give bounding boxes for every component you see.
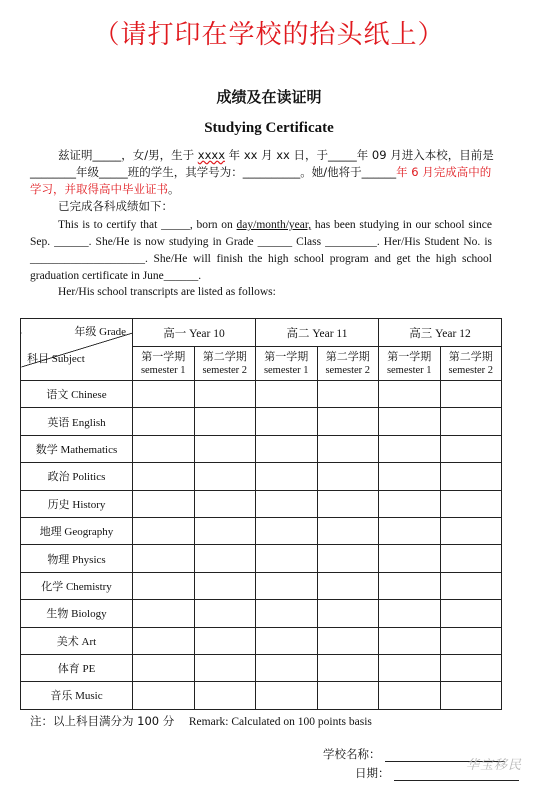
- grade-cell: [133, 435, 195, 462]
- grade-cell: [379, 682, 441, 709]
- grade-cell: [317, 600, 379, 627]
- corner-subject-label: 科目 Subject: [27, 353, 85, 365]
- grade-cell: [379, 545, 441, 572]
- grade-cell: [379, 435, 441, 462]
- grade-cell: [256, 545, 318, 572]
- subject-label: 音乐 Music: [21, 682, 133, 709]
- semester-en: semester 1: [263, 364, 309, 376]
- grade-cell: [317, 517, 379, 544]
- grade-cell: [256, 381, 318, 408]
- grade-cell: [194, 517, 256, 544]
- grade-cell: [440, 545, 502, 572]
- grade-cell: [133, 600, 195, 627]
- cn-text-2: 年 xx 月 xx 日，于_____年 09 月进入本校，目前是________年级_____班的学生，其学号为：__________。她/他将于______: [30, 148, 494, 179]
- en-text-2: has been studying in our school since Sep. ______. She/He is now studying in Grade ______ Class _________. Her/His Student No. is ____________________. She/He will finish the high school program and get the high school graduation certificate in June______.: [30, 219, 492, 282]
- subject-label: 地理 Geography: [21, 517, 133, 544]
- grade-cell: [194, 572, 256, 599]
- grade-cell: [256, 654, 318, 681]
- semester-header: [379, 347, 441, 381]
- grade-cell: [379, 408, 441, 435]
- page-title-en: Studying Certificate: [204, 120, 334, 136]
- subject-rows: [21, 381, 502, 710]
- grade-cell: [317, 654, 379, 681]
- grade-cell: [379, 490, 441, 517]
- grade-cell: [379, 572, 441, 599]
- remark-cn: 注：以上科目满分为 100 分: [30, 714, 175, 728]
- grade-cell: [440, 682, 502, 709]
- grade-cell: [379, 381, 441, 408]
- watermark: 华宝移民: [466, 758, 523, 773]
- grade-cell: [440, 408, 502, 435]
- grade-cell: [379, 517, 441, 544]
- grade-cell: [194, 654, 256, 681]
- semester-header: [194, 347, 256, 381]
- grade-cell: [133, 682, 195, 709]
- grade-cell: [317, 435, 379, 462]
- grade-cell: [194, 490, 256, 517]
- semester-en: semester 1: [386, 364, 432, 376]
- grade-cell: [440, 517, 502, 544]
- grade-cell: [133, 463, 195, 490]
- grade-cell: [440, 381, 502, 408]
- grade-cell: [194, 627, 256, 654]
- table-row: [21, 490, 502, 517]
- semester-en: semester 2: [202, 364, 248, 376]
- grade-cell: [379, 627, 441, 654]
- grade-cell: [317, 572, 379, 599]
- grade-cell: [317, 627, 379, 654]
- grade-cell: [440, 654, 502, 681]
- grade-cell: [379, 600, 441, 627]
- print-on-letterhead-notice: （请打印在学校的抬头纸上）: [93, 20, 445, 50]
- semester-header: [133, 347, 195, 381]
- subject-label: 化学 Chemistry: [21, 572, 133, 599]
- subject-label: 政治 Politics: [21, 463, 133, 490]
- table-row: [21, 545, 502, 572]
- school-name-label: 学校名称：: [323, 747, 381, 761]
- grade-cell: [317, 682, 379, 709]
- year-header: 高一 Year 10: [133, 319, 256, 347]
- grade-cell: [379, 463, 441, 490]
- semester-cn: 第一学期: [387, 349, 432, 363]
- transcript-intro-cn: 已完成各科成绩如下：: [58, 199, 173, 213]
- grade-cell: [256, 627, 318, 654]
- grade-cell: [194, 435, 256, 462]
- grade-cell: [440, 463, 502, 490]
- table-row: [21, 517, 502, 544]
- table-row: [21, 435, 502, 462]
- grade-cell: [256, 600, 318, 627]
- subject-label: 美术 Art: [21, 627, 133, 654]
- grade-cell: [194, 600, 256, 627]
- remark-note: [30, 713, 372, 729]
- semester-cn: 第二学期: [202, 349, 247, 363]
- grade-cell: [440, 572, 502, 599]
- transcript-intro-en: Her/His school transcripts are listed as follows:: [58, 286, 276, 298]
- grade-cell: [194, 545, 256, 572]
- grade-cell: [440, 435, 502, 462]
- grade-cell: [133, 627, 195, 654]
- year-header: 高三 Year 12: [379, 319, 502, 347]
- grade-cell: [317, 490, 379, 517]
- grade-cell: [317, 381, 379, 408]
- corner-grade-label: 年级 Grade: [74, 326, 126, 338]
- semester-header: [317, 347, 379, 381]
- semester-cn: 第一学期: [141, 349, 186, 363]
- grade-cell: [317, 408, 379, 435]
- en-birth-date: day/month/year,: [236, 219, 312, 231]
- en-text-1: This is to certify that _____, born on: [58, 219, 237, 231]
- grade-cell: [256, 572, 318, 599]
- page-title-cn: 成绩及在读证明: [216, 88, 322, 106]
- grade-cell: [256, 408, 318, 435]
- grade-cell: [133, 408, 195, 435]
- grade-cell: [133, 545, 195, 572]
- semester-header: [256, 347, 318, 381]
- remark-en: Remark: Calculated on 100 points basis: [188, 716, 372, 728]
- grade-cell: [194, 463, 256, 490]
- grade-cell: [133, 572, 195, 599]
- grade-cell: [440, 490, 502, 517]
- semester-en: semester 2: [448, 364, 494, 376]
- grade-cell: [133, 490, 195, 517]
- subject-label: 生物 Biology: [21, 600, 133, 627]
- subject-label: 语文 Chinese: [21, 381, 133, 408]
- grade-cell: [133, 654, 195, 681]
- cn-text-1: 兹证明_____，女/男，生于: [58, 148, 198, 162]
- table-row: [21, 572, 502, 599]
- transcript-table: [20, 318, 502, 710]
- certificate-paragraph-en: [30, 217, 492, 285]
- grade-cell: [379, 654, 441, 681]
- cn-birth-year: xxxx: [197, 148, 226, 162]
- semester-cn: 第一学期: [264, 349, 309, 363]
- table-corner-cell: [21, 319, 133, 381]
- subject-label: 英语 English: [21, 408, 133, 435]
- certificate-paragraph-cn: [30, 147, 496, 198]
- subject-label: 历史 History: [21, 490, 133, 517]
- grade-cell: [133, 381, 195, 408]
- semester-en: semester 2: [325, 364, 371, 376]
- semester-header: [440, 347, 502, 381]
- grade-cell: [440, 600, 502, 627]
- semester-en: semester 1: [140, 364, 186, 376]
- subject-label: 数学 Mathematics: [21, 435, 133, 462]
- grade-cell: [194, 381, 256, 408]
- table-row: [21, 408, 502, 435]
- cn-text-3: 。: [168, 182, 180, 196]
- date-label: 日期：: [355, 766, 390, 780]
- subject-label: 体育 PE: [21, 654, 133, 681]
- grade-cell: [440, 627, 502, 654]
- subject-label: 物理 Physics: [21, 545, 133, 572]
- table-row: [21, 627, 502, 654]
- grade-cell: [194, 408, 256, 435]
- semester-cn: 第二学期: [325, 349, 370, 363]
- grade-cell: [256, 517, 318, 544]
- grade-cell: [256, 435, 318, 462]
- grade-cell: [133, 517, 195, 544]
- grade-cell: [256, 490, 318, 517]
- table-row: [21, 463, 502, 490]
- grade-cell: [317, 463, 379, 490]
- table-row: [21, 682, 502, 709]
- grade-cell: [317, 545, 379, 572]
- semester-cn: 第二学期: [448, 349, 493, 363]
- cn-graduation-text: 年 6 月完成高中的学习，并取得高中毕业证书: [30, 165, 492, 196]
- table-row: [21, 381, 502, 408]
- grade-cell: [194, 682, 256, 709]
- year-header-row: [21, 319, 502, 347]
- grade-cell: [256, 682, 318, 709]
- table-row: [21, 600, 502, 627]
- table-row: [21, 654, 502, 681]
- year-header: 高二 Year 11: [256, 319, 379, 347]
- grade-cell: [256, 463, 318, 490]
